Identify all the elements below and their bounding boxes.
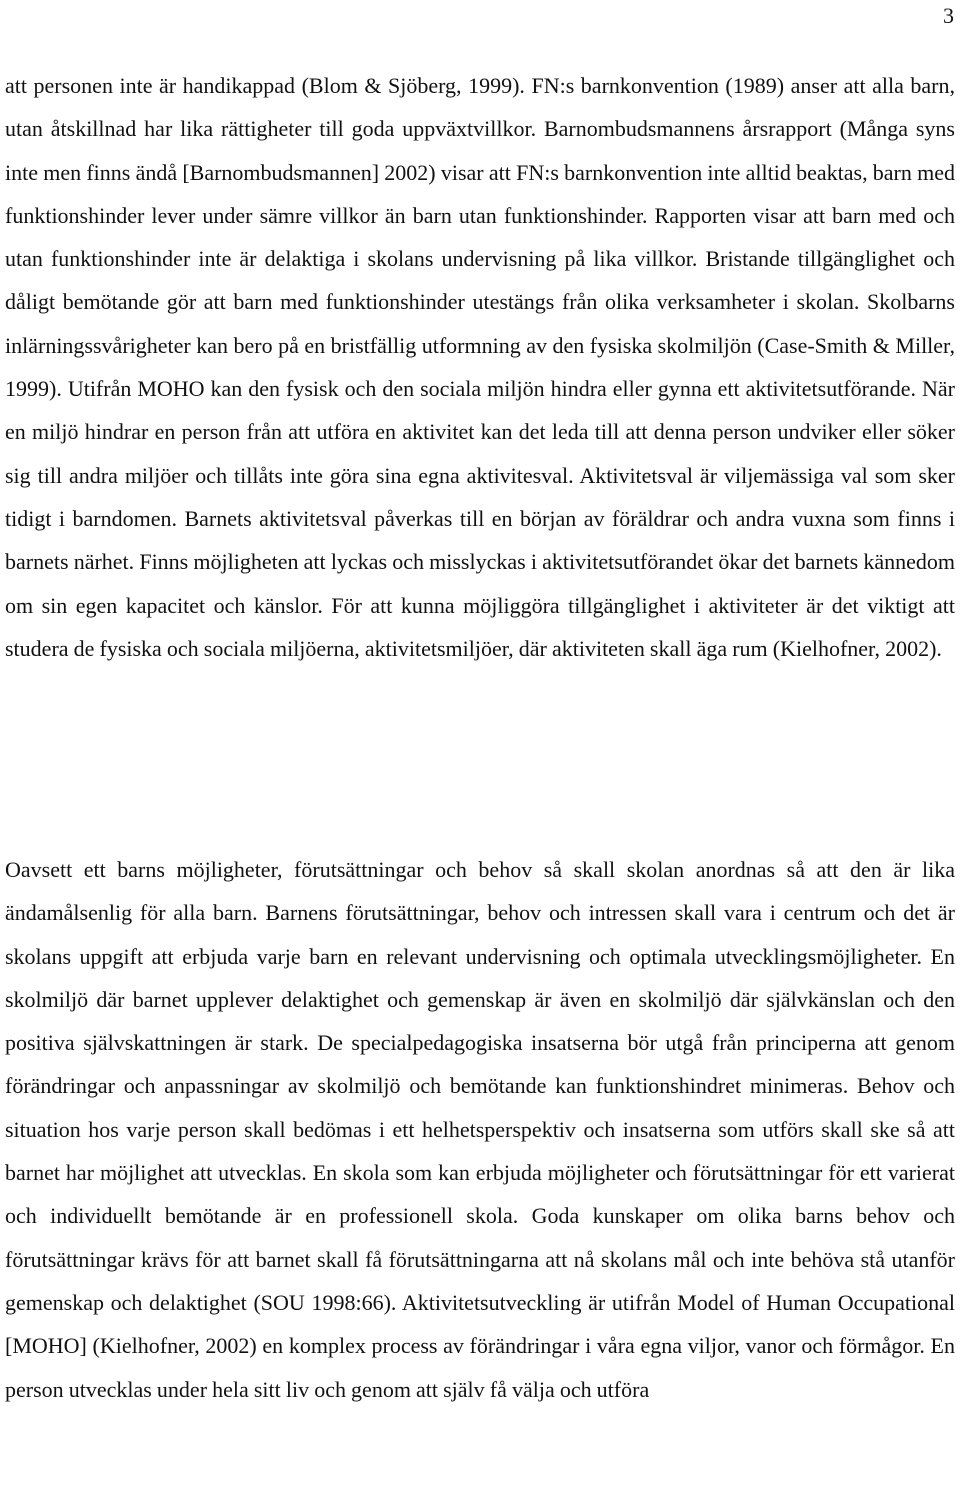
body-paragraph-1: att personen inte är handikappad (Blom & Sjöberg, 1999). FN:s barnkonvention (1989) anser att alla barn, utan åtskillnad har lika rättigheter till goda uppväxtvillkor. Barnombudsmannens årsrapport (Många syns inte men finns ändå [Barnombudsmannen] 2002) visar att FN:s barnkonvention inte alltid beaktas, barn med funktionshinder lever under sämre villkor än barn utan funktionshinder. Rapporten visar att barn med och utan funktionshinder inte är delaktiga i skolans undervisning på lika villkor. Bristande tillgänglighet och dåligt bemötande gör att barn med funktionshinder utestängs från olika verksamheter i skolan. Skolbarns inlärningssvårigheter kan bero på en bristfällig utformning av den fysiska skolmiljön (Case-Smith & Miller, 1999). Utifrån MOHO kan den fysisk och den sociala miljön hindra eller gynna ett aktivitetsutförande. När en miljö hindrar en person från att utföra en aktivitet kan det leda till att denna person undviker eller söker sig till andra miljöer och tillåts inte göra sina egna aktivitesval. Aktivitetsval är viljemässiga val som sker tidigt i barndomen. Barnets aktivitetsval påverkas till en början av föräldrar och andra vuxna som finns i barnets närhet. Finns möjligheten att lyckas och misslyckas i aktivitetsutförandet ökar det barnets kännedom om sin egen kapacitet och känslor. För att kunna möjliggöra tillgänglighet i aktiviteter är det viktigt att studera de fysiska och sociala miljöerna, aktivitetsmiljöer, där aktiviteten skall äga rum (Kielhofner, 2002). <box>5 73 955 661</box>
body-paragraph-2: Oavsett ett barns möjligheter, förutsättningar och behov så skall skolan anordnas så att den är lika ändamålsenlig för alla barn. Barnens förutsättningar, behov och intressen skall vara i centrum och det är skolans uppgift att erbjuda varje barn en relevant undervisning och optimala utvecklingsmöjligheter. En skolmiljö där barnet upplever delaktighet och gemenskap är även en skolmiljö där självkänslan och den positiva självskattningen är stark. De specialpedagogiska insatserna bör utgå från principerna att genom förändringar och anpassningar av skolmiljö och bemötande kan funktionshindret minimeras. Behov och situation hos varje person skall bedömas i ett helhetsperspektiv och insatserna som utförs skall ske så att barnet har möjlighet att utvecklas. En skola som kan erbjuda möjligheter och förutsättningar för ett varierat och individuellt bemötande är en professionell skola. Goda kunskaper om olika barns behov och förutsättningar krävs för att barnet skall få förutsättningarna att nå skolans mål och inte behöva stå utanför gemenskap och delaktighet (SOU 1998:66). Aktivitetsutveckling är utifrån Model of Human Occupational [MOHO] (Kielhofner, 2002) en komplex process av förändringar i våra egna viljor, vanor och förmågor. En person utvecklas under hela sitt liv och genom att själv få välja och utföra <box>5 857 955 1402</box>
page-number: 3 <box>943 3 954 28</box>
